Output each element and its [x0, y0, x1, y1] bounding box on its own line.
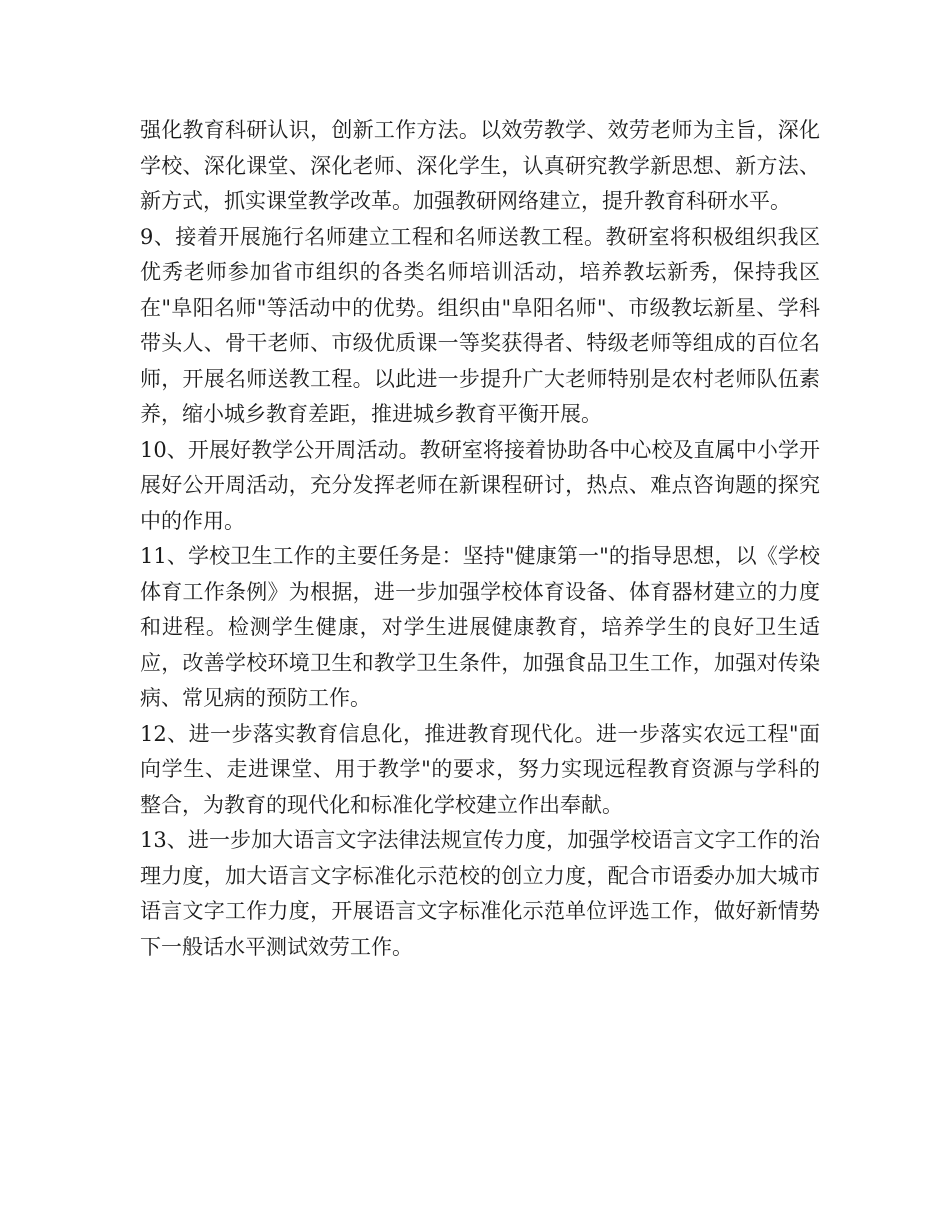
paragraph-research: 强化教育科研认识，创新工作方法。以效劳教学、效劳老师为主旨，深化学校、深化课堂、深化老师、深化学生，认真研究教学新思想、新方法、新方式，抓实课堂教学改革。加强教研网络建立，提升教育科研水平。 — [140, 118, 820, 213]
paragraph-item-13: 13、进一步加大语言文字法律法规宣传力度，加强学校语言文字工作的治理力度，加大语言文字标准化示范校的创立力度，配合市语委办加大城市语言文字工作力度，开展语言文字标准化示范单位评选工作，做好新情势下一般话水平测试效劳工作。 — [140, 828, 820, 959]
paragraph-item-10: 10、开展好教学公开周活动。教研室将接着协助各中心校及直属中小学开展好公开周活动，充分发挥老师在新课程研讨，热点、难点咨询题的探究中的作用。 — [140, 437, 820, 533]
document-body — [140, 113, 820, 965]
paragraph-item-12: 12、进一步落实教育信息化，推进教育现代化。进一步落实农远工程"面向学生、走进课堂、用于教学"的要求，努力实现远程教育资源与学科的整合，为教育的现代化和标准化学校建立作出奉献。 — [140, 721, 820, 817]
paragraph-item-9: 9、接着开展施行名师建立工程和名师送教工程。教研室将积极组织我区优秀老师参加省市组织的各类名师培训活动，培养教坛新秀，保持我区在"阜阳名师"等活动中的优势。组织由"阜阳名师"、市级教坛新星、学科带头人、骨干老师、市级优质课一等奖获得者、特级老师等组成的百位名师，开展名师送教工程。以此进一步提升广大老师特别是农村老师队伍素养，缩小城乡教育差距，推进城乡教育平衡开展。 — [140, 224, 820, 426]
paragraph-item-11: 11、学校卫生工作的主要任务是：坚持"健康第一"的指导思想，以《学校体育工作条例》为根据，进一步加强学校体育设备、体育器材建立的力度和进程。检测学生健康，对学生进展健康教育，培养学生的良好卫生适应，改善学校环境卫生和教学卫生条件，加强食品卫生工作，加强对传染病、常见病的预防工作。 — [140, 544, 820, 710]
